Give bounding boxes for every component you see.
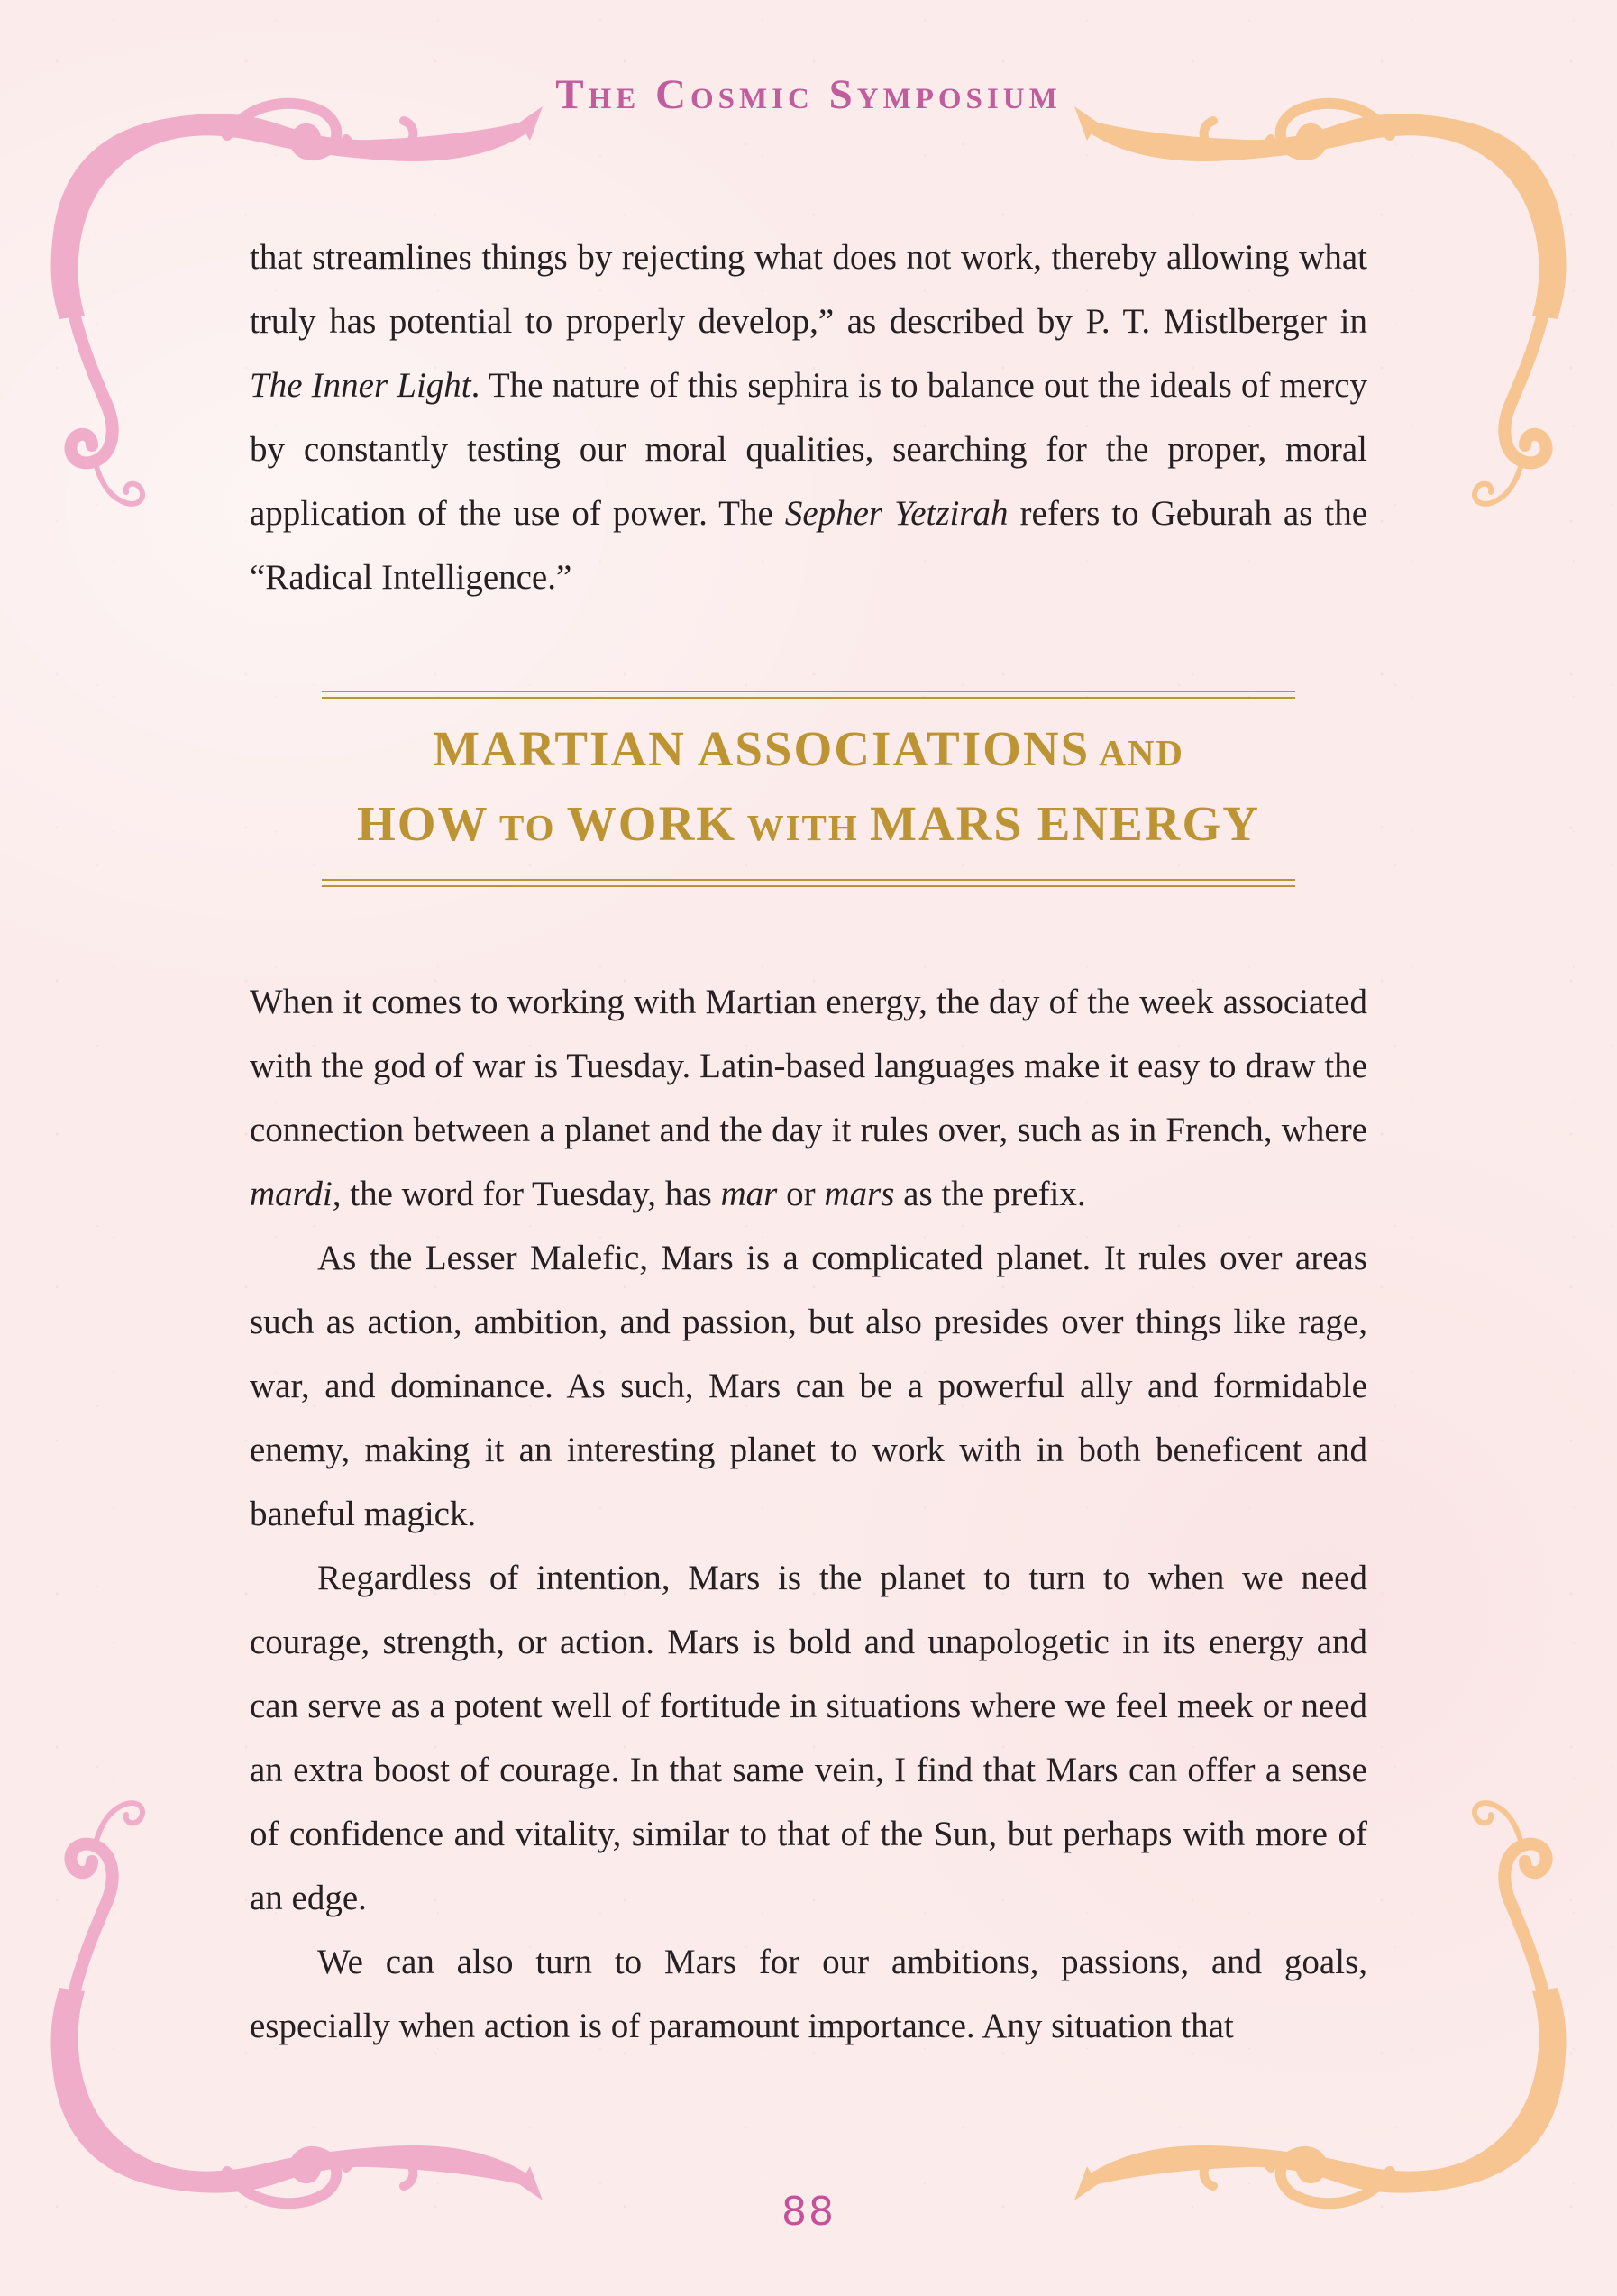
text-segment: We can also turn to Mars for our ambitions, passions, and goals, especially when action is of paramount importance. Any situation that [250, 1943, 1367, 2045]
double-rule-bottom [322, 879, 1295, 887]
text-segment: mars [824, 1175, 895, 1213]
text-segment: WITH [736, 807, 871, 848]
text-segment: The Inner Light [250, 366, 471, 405]
text-segment: Regardless of intention, Mars is the planet to turn to when we need courage, strength, or action. Mars is bold and unapologetic in its energy and can serve as a potent well of fortitude in situations where we feel meek or need an extra boost of courage. In that same vein, I find that Mars can offer a sense of confidence and vitality, similar to that of the Sun, but perhaps with more of an edge. [250, 1559, 1367, 1917]
section-heading-line-1 [322, 717, 1295, 791]
text-segment: MARTIAN ASSOCIATIONS [432, 721, 1091, 776]
text-segment: as the prefix. [894, 1175, 1086, 1213]
text-segment: Sepher Yetzirah [784, 494, 1009, 533]
body-paragraph [250, 1930, 1367, 2058]
intro-paragraph [250, 225, 1367, 609]
text-segment: mardi [250, 1175, 333, 1213]
running-head: The Cosmic Symposium [555, 71, 1062, 118]
text-segment: HOW [356, 796, 489, 851]
body-text [250, 970, 1367, 2058]
body-paragraph [250, 1546, 1367, 1930]
double-rule-top [322, 691, 1295, 699]
text-segment: MARS ENERGY [870, 796, 1261, 851]
text-segment: , the word for Tuesday, has [332, 1175, 721, 1213]
text-segment: As the Lesser Malefic, Mars is a complicated planet. It rules over areas such as action, ambition, and passion, but also presides over things like rage, war, and dominance. As such, Mars can be a powerful ally and formidable enemy, making it an interesting planet to work with in both beneficent and baneful magick. [250, 1239, 1367, 1533]
text-segment: TO [489, 807, 567, 848]
text-segment: refers to Geburah as the “Radical Intelligence.” [250, 494, 1367, 597]
text-segment: mar [720, 1175, 778, 1213]
body-paragraph [250, 1226, 1367, 1546]
text-segment: . The nature of this sephira is to balance out the ideals of mercy by constantly testing our moral qualities, searching for the proper, moral application of the use of power. The [250, 366, 1367, 533]
page-number: 88 [781, 2189, 836, 2235]
text-segment: or [777, 1175, 825, 1213]
text-segment: that streamlines things by rejecting what does not work, thereby allowing what truly has potential to properly develop,” as described by P. T. Mistlberger in [250, 238, 1367, 341]
text-segment: AND [1090, 732, 1185, 773]
section-heading-block [322, 691, 1295, 887]
section-heading-line-2 [322, 791, 1295, 866]
text-segment: WORK [566, 796, 737, 851]
body-paragraph [250, 970, 1367, 1226]
section-heading [322, 717, 1295, 866]
text-segment: When it comes to working with Martian energy, the day of the week associated with the god of war is Tuesday. Latin-based languages make it easy to draw the connection between a planet and the day it rules over, such as in French, where [250, 983, 1367, 1149]
